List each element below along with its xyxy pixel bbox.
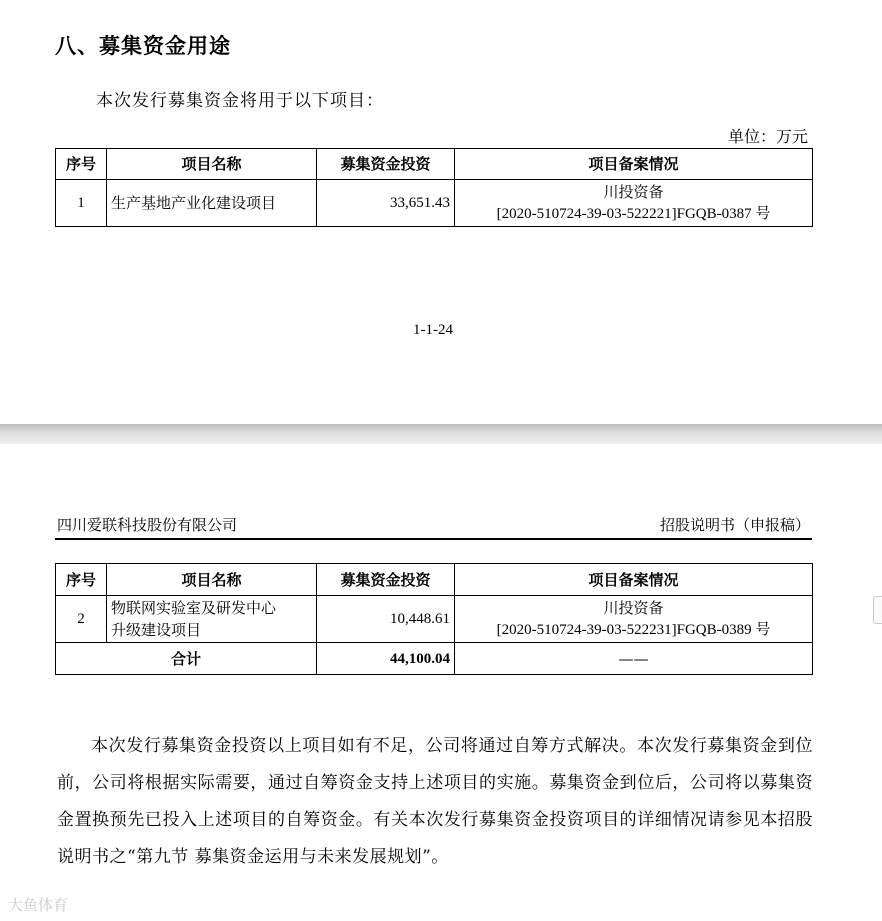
col-header-amount: 募集资金投资	[317, 149, 455, 180]
table-row	[56, 596, 813, 643]
section-heading: 八、募集资金用途	[55, 34, 231, 58]
document-page-2	[0, 444, 882, 921]
intro-text: 本次发行募集资金将用于以下项目：	[96, 91, 384, 111]
col-header-no: 序号	[56, 149, 107, 180]
total-amount: 44,100.04	[317, 643, 455, 675]
col-header-amount: 募集资金投资	[317, 564, 455, 596]
name-line1: 物联网实验室及研发中心	[111, 599, 277, 617]
running-header-company: 四川爱联科技股份有限公司	[57, 516, 238, 534]
cell-record	[455, 596, 813, 643]
projects-table-part1	[55, 148, 813, 227]
cell-no: 1	[56, 180, 107, 227]
page-number: 1-1-24	[413, 322, 453, 338]
table-row	[56, 180, 813, 227]
record-line1: 川投资备	[603, 183, 664, 201]
col-header-record: 项目备案情况	[455, 149, 813, 180]
total-record: ——	[455, 643, 813, 675]
name-line2: 升级建设项目	[111, 621, 202, 639]
total-label: 合计	[56, 643, 317, 675]
col-header-name: 项目名称	[107, 149, 317, 180]
header-divider	[55, 538, 812, 540]
projects-table-part2	[55, 563, 813, 675]
body-paragraph: 本次发行募集资金投资以上项目如有不足，公司将通过自筹方式解决。本次发行募集资金到位前，公司将根据实际需要，通过自筹资金支持上述项目的实施。募集资金到位后，公司将以募集资金置换预先已投入上述项目的自筹资金。有关本次发行募集资金投资项目的详细情况请参见本招股说明书之“第九节 募集资金运用与未来发展规划”。	[57, 736, 813, 867]
table-header-row	[56, 149, 813, 180]
side-panel-tab[interactable]	[873, 596, 882, 624]
document-page-1	[0, 0, 882, 424]
record-line1: 川投资备	[603, 599, 664, 617]
cell-name	[107, 596, 317, 643]
cell-name: 生产基地产业化建设项目	[107, 180, 317, 227]
cell-no: 2	[56, 596, 107, 643]
watermark-text: 大鱼体育	[8, 896, 69, 914]
cell-amount: 10,448.61	[317, 596, 455, 643]
cell-amount: 33,651.43	[317, 180, 455, 227]
col-header-record: 项目备案情况	[455, 564, 813, 596]
table-header-row	[56, 564, 813, 596]
col-header-name: 项目名称	[107, 564, 317, 596]
record-line2: [2020-510724-39-03-522231]FGQB-0389 号	[496, 622, 771, 638]
col-header-no: 序号	[56, 564, 107, 596]
record-line2: [2020-510724-39-03-522221]FGQB-0387 号	[496, 206, 771, 222]
page-gap	[0, 424, 882, 444]
unit-label: 单位：万元	[727, 127, 808, 146]
running-header-doc: 招股说明书（申报稿）	[659, 516, 810, 534]
total-row	[56, 643, 813, 675]
cell-record	[455, 180, 813, 227]
